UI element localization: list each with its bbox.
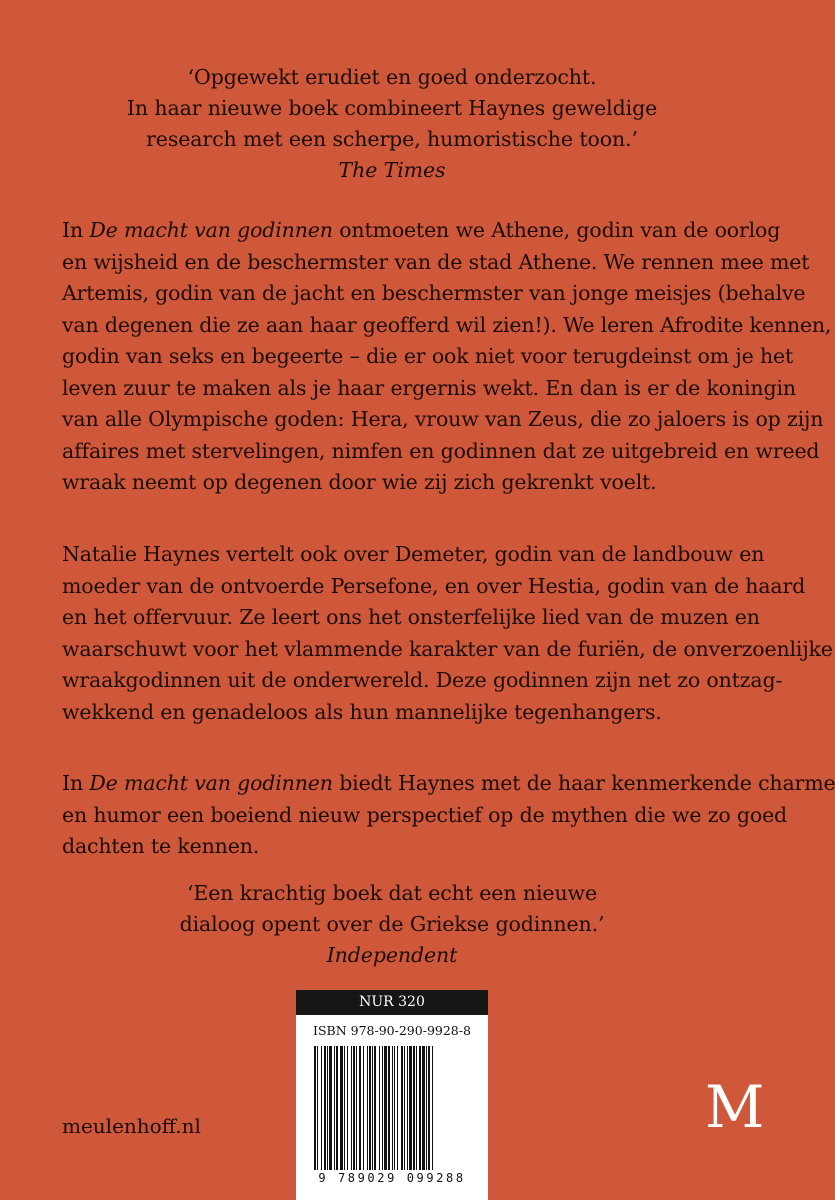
paragraph-line: van alle Olympische goden: Hera, vrouw van Zeus, die zo jaloers is op zijn (62, 407, 824, 431)
text-run: In (62, 218, 90, 242)
bottom-review-quote (80, 878, 704, 971)
quote-line: In haar nieuwe boek combineert Haynes geweldige (126, 96, 658, 120)
paragraph-line: wekkend en genadeloos als hun mannelijke tegenhangers. (62, 699, 662, 724)
barcode-panel (296, 990, 488, 1200)
paragraph-line: wraakgodinnen uit de onderwereld. Deze godinnen zijn net zo ontzag- (62, 668, 783, 692)
paragraph-line: en wijsheid en de beschermster van de stad Athene. We rennen mee met (62, 249, 810, 274)
paragraph-line: waarschuwt voor het vlammende karakter van de furiën, de onverzoenlijke (62, 636, 833, 661)
paragraph-line: wraak neemt op degenen door wie zij zich gekrenkt voelt. (62, 470, 657, 494)
blurb-paragraph-3 (62, 768, 835, 863)
paragraph-line: godin van seks en begeerte – die er ook niet voor terugdeinst om je het (62, 344, 794, 368)
barcode-bars-icon (310, 1046, 474, 1170)
text-run: ontmoeten we Athene, godin van de oorlog (332, 218, 781, 242)
paragraph-line (62, 215, 781, 247)
quote-source: Independent (326, 943, 458, 967)
quote-line: ‘Een krachtig boek dat echt een nieuwe (186, 881, 598, 905)
paragraph-line: dachten te kennen. (62, 834, 260, 858)
book-title: De macht van godinnen (89, 218, 333, 242)
nur-code: NUR 320 (296, 990, 488, 1015)
barcode-digits: 9 789029 099288 (318, 1171, 466, 1185)
top-review-quote (80, 62, 704, 186)
paragraph-line: en het offervuur. Ze leert ons het onsterfelijke lied van de muzen en (62, 605, 760, 629)
quote-line: ‘Opgewekt erudiet en goed onderzocht. (187, 65, 597, 89)
text-run: biedt Haynes met de haar kenmerkende charme (332, 771, 835, 795)
blurb-paragraph-1 (62, 215, 832, 499)
quote-line: dialoog opent over de Griekse godinnen.’ (179, 912, 605, 936)
paragraph-line: leven zuur te maken als je haar ergernis wekt. En dan is er de koningin (62, 375, 796, 400)
text-run: In (62, 771, 90, 795)
quote-line: research met een scherpe, humoristische toon.’ (146, 127, 638, 151)
publisher-website: meulenhoff.nl (62, 1114, 201, 1138)
quote-source: The Times (338, 158, 446, 182)
book-title: De macht van godinnen (89, 771, 333, 795)
paragraph-line: van degenen die ze aan haar geofferd wil zien!). We leren Afrodite kennen, (62, 312, 832, 337)
paragraph-line: en humor een boeiend nieuw perspectief op de mythen die we zo goed (62, 802, 788, 827)
paragraph-line: moeder van de ontvoerde Persefone, en over Hestia, godin van de haard (62, 573, 806, 598)
paragraph-line: Natalie Haynes vertelt ook over Demeter, godin van de landbouw en (62, 542, 765, 566)
publisher-logo: M (705, 1073, 765, 1141)
paragraph-line: affaires met stervelingen, nimfen en godinnen dat ze uitgebreid en wreed (62, 438, 820, 463)
paragraph-line (62, 768, 835, 800)
blurb-paragraph-2 (62, 539, 833, 728)
isbn-label: ISBN 978-90-290-9928-8 (313, 1023, 471, 1038)
paragraph-line: Artemis, godin van de jacht en beschermster van jonge meisjes (behalve (62, 281, 806, 305)
